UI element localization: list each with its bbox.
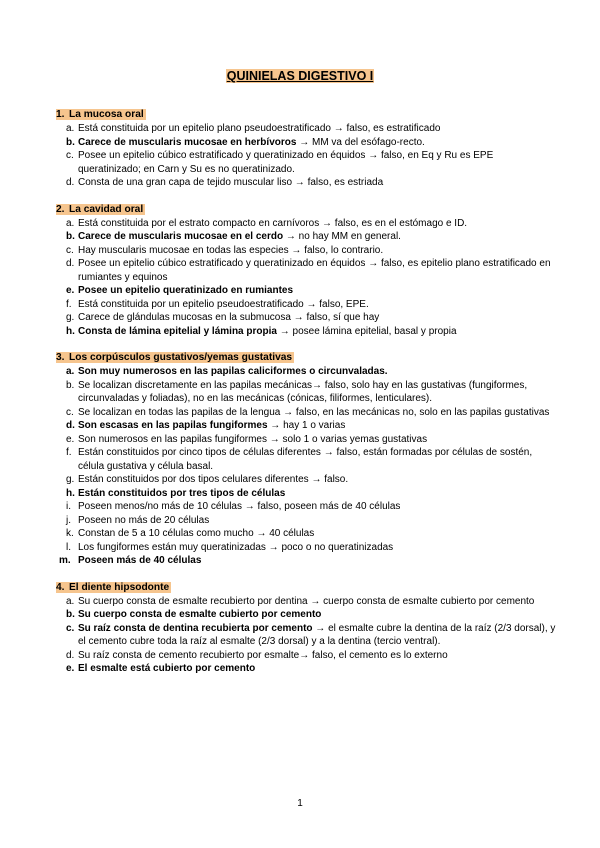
- item-text: Son muy numerosos en las papilas caliciformes o circunvaladas.: [78, 366, 388, 377]
- item-text: El esmalte está cubierto por cemento: [78, 663, 256, 674]
- list-item: [56, 473, 556, 487]
- list-item: [56, 244, 556, 258]
- list-item: [56, 487, 556, 501]
- item-text: Consta de lámina epitelial y lámina propia: [78, 325, 277, 337]
- item-letter: g.: [66, 474, 75, 485]
- list-item: [56, 446, 556, 473]
- item-letter: a.: [66, 595, 75, 607]
- section-heading-text: La cavidad oral: [69, 203, 144, 215]
- item-text: Posee un epitelio queratinizado en rumiantes: [78, 285, 294, 296]
- item-text: Poseen no más de 20 células: [78, 514, 210, 526]
- list-item: [56, 149, 556, 176]
- section-heading-text: Los corpúsculos gustativos/yemas gustativas: [69, 352, 293, 363]
- item-text: Se localizan discretamente en las papilas mecánicas→ falso, solo hay en las gustativas (fungiformes, circunvaladas y foliadas), no en las mecánicas (cónicas, filiformes, lenticulares).: [78, 379, 528, 404]
- item-answer: → hay 1 o varias: [267, 420, 346, 431]
- item-text: Poseen más de 40 células: [78, 555, 202, 566]
- item-letter: l.: [66, 541, 71, 553]
- list-item: [56, 325, 556, 339]
- list-item: [56, 311, 556, 325]
- item-letter: b.: [66, 379, 75, 391]
- item-text: Está constituida por un epitelio plano pseudoestratificado → falso, es estratificado: [78, 123, 441, 134]
- item-text: Carece de glándulas mucosas en la submucosa → falso, sí que hay: [78, 312, 380, 323]
- list-item: [56, 365, 556, 379]
- section-3: [56, 351, 556, 568]
- list-item: [56, 622, 556, 649]
- section-number: 2.: [56, 203, 65, 215]
- item-text: Su raíz consta de cemento recubierto por esmalte→ falso, el cemento es lo externo: [78, 649, 448, 661]
- list-item: [56, 257, 556, 284]
- item-text: Posee un epitelio cúbico estratificado y queratinizado en équidos → falso, en Eq y Ru es EPE queratinizado; en Carn y Su es no queratinizado.: [78, 150, 494, 175]
- list-item: [56, 595, 556, 609]
- item-text: Son escasas en las papilas fungiformes: [78, 420, 268, 431]
- section-number: 3.: [56, 352, 65, 363]
- item-text: Los fungiformes están muy queratinizadas → poco o no queratinizadas: [78, 541, 394, 553]
- section-heading: [56, 581, 556, 595]
- list-item: [56, 608, 556, 622]
- list-item: [56, 284, 556, 298]
- item-letter: e.: [66, 663, 75, 674]
- item-letter: h.: [66, 487, 75, 499]
- document-body: [56, 108, 556, 689]
- list-item: [56, 176, 556, 190]
- item-text: Su cuerpo consta de esmalte cubierto por cemento: [78, 609, 322, 620]
- page-number: 1: [297, 798, 303, 809]
- item-text: Hay muscularis mucosae en todas las especies → falso, lo contrario.: [78, 244, 384, 256]
- item-text: Su raíz consta de dentina recubierta por cemento: [78, 622, 313, 634]
- section-heading: [56, 108, 556, 122]
- item-letter: d.: [66, 649, 75, 661]
- item-letter: m.: [59, 555, 71, 566]
- section-heading: [56, 203, 556, 217]
- list-item: [56, 433, 556, 447]
- item-letter: c.: [66, 244, 74, 256]
- item-letter: h.: [66, 325, 75, 337]
- item-letter: d.: [66, 258, 75, 269]
- item-letter: c.: [66, 622, 75, 634]
- item-text: Carece de muscularis mucosae en el cerdo: [78, 231, 284, 242]
- item-text: Está constituida por un epitelio pseudoestratificado → falso, EPE.: [78, 298, 369, 310]
- item-letter: b.: [66, 231, 75, 242]
- item-letter: b.: [66, 136, 75, 148]
- item-letter: c.: [66, 406, 74, 418]
- list-item: [56, 217, 556, 231]
- item-text: Está constituida por el estrato compacto en carnívoros → falso, es en el estómago e ID.: [78, 217, 468, 229]
- list-item: [56, 662, 556, 676]
- item-text: Están constituidos por tres tipos de células: [78, 487, 286, 499]
- list-item: [56, 554, 556, 568]
- section-4: [56, 581, 556, 676]
- item-letter: f.: [66, 447, 72, 458]
- list-item: [56, 230, 556, 244]
- item-text: Están constituidos por cinco tipos de células diferentes → falso, están formadas por células de sostén, célula gustativa y célula basal.: [78, 447, 533, 472]
- item-letter: a.: [66, 123, 75, 134]
- section-heading: [56, 351, 556, 365]
- list-item: [56, 136, 556, 150]
- list-item: [56, 514, 556, 528]
- section-heading-text: El diente hipsodonte: [69, 581, 170, 593]
- item-letter: a.: [66, 217, 75, 229]
- item-text: Su cuerpo consta de esmalte recubierto por dentina → cuerpo consta de esmalte cubierto por cemento: [78, 595, 535, 607]
- list-item: [56, 379, 556, 406]
- item-text: Se localizan en todas las papilas de la lengua → falso, en las mecánicas no, solo en las papilas gustativas: [78, 406, 550, 418]
- list-item: [56, 649, 556, 663]
- page-title: QUINIELAS DIGESTIVO I: [226, 69, 374, 83]
- item-text: Son numerosos en las papilas fungiformes → solo 1 o varias yemas gustativas: [78, 433, 428, 445]
- item-letter: g.: [66, 312, 75, 323]
- list-item: [56, 419, 556, 433]
- section-number: 1.: [56, 109, 65, 120]
- item-text: Carece de muscularis mucosae en herbívoros: [78, 136, 297, 148]
- item-letter: b.: [66, 609, 75, 620]
- item-answer: → posee lámina epitelial, basal y propia: [276, 325, 457, 337]
- item-letter: a.: [66, 366, 75, 377]
- item-text: Poseen menos/no más de 10 células → falso, poseen más de 40 células: [78, 501, 401, 512]
- item-letter: k.: [66, 528, 74, 539]
- list-item: [56, 527, 556, 541]
- section-1: [56, 108, 556, 190]
- item-answer: → MM va del esófago-recto.: [296, 136, 425, 148]
- list-item: [56, 406, 556, 420]
- item-letter: i.: [66, 501, 71, 512]
- item-text: Consta de una gran capa de tejido muscular liso → falso, es estriada: [78, 177, 384, 188]
- item-letter: c.: [66, 150, 74, 161]
- list-item: [56, 541, 556, 555]
- section-heading-text: La mucosa oral: [69, 109, 144, 120]
- item-text: Constan de 5 a 10 células como mucho → 40 células: [78, 528, 315, 539]
- list-item: [56, 500, 556, 514]
- list-item: [56, 122, 556, 136]
- item-answer: → no hay MM en general.: [283, 231, 401, 242]
- item-letter: e.: [66, 433, 75, 445]
- section-2: [56, 203, 556, 339]
- item-letter: f.: [66, 298, 72, 310]
- list-item: [56, 298, 556, 312]
- item-text: Están constituidos por dos tipos celulares diferentes → falso.: [78, 474, 349, 485]
- item-letter: d.: [66, 420, 75, 431]
- item-letter: d.: [66, 177, 75, 188]
- item-letter: j.: [66, 514, 71, 526]
- item-text: Posee un epitelio cúbico estratificado y queratinizado en équidos → falso, es epitelio plano estratificado en rumiantes y equinos: [78, 258, 551, 283]
- section-number: 4.: [56, 581, 65, 593]
- item-answer: → el esmalte cubre la dentina de la raíz (2/3 dorsal), y el cemento cubre toda la raíz al esmalte (2/3 dorsal) y a la dentina (tercio ventral).: [78, 622, 556, 647]
- item-letter: e.: [66, 285, 75, 296]
